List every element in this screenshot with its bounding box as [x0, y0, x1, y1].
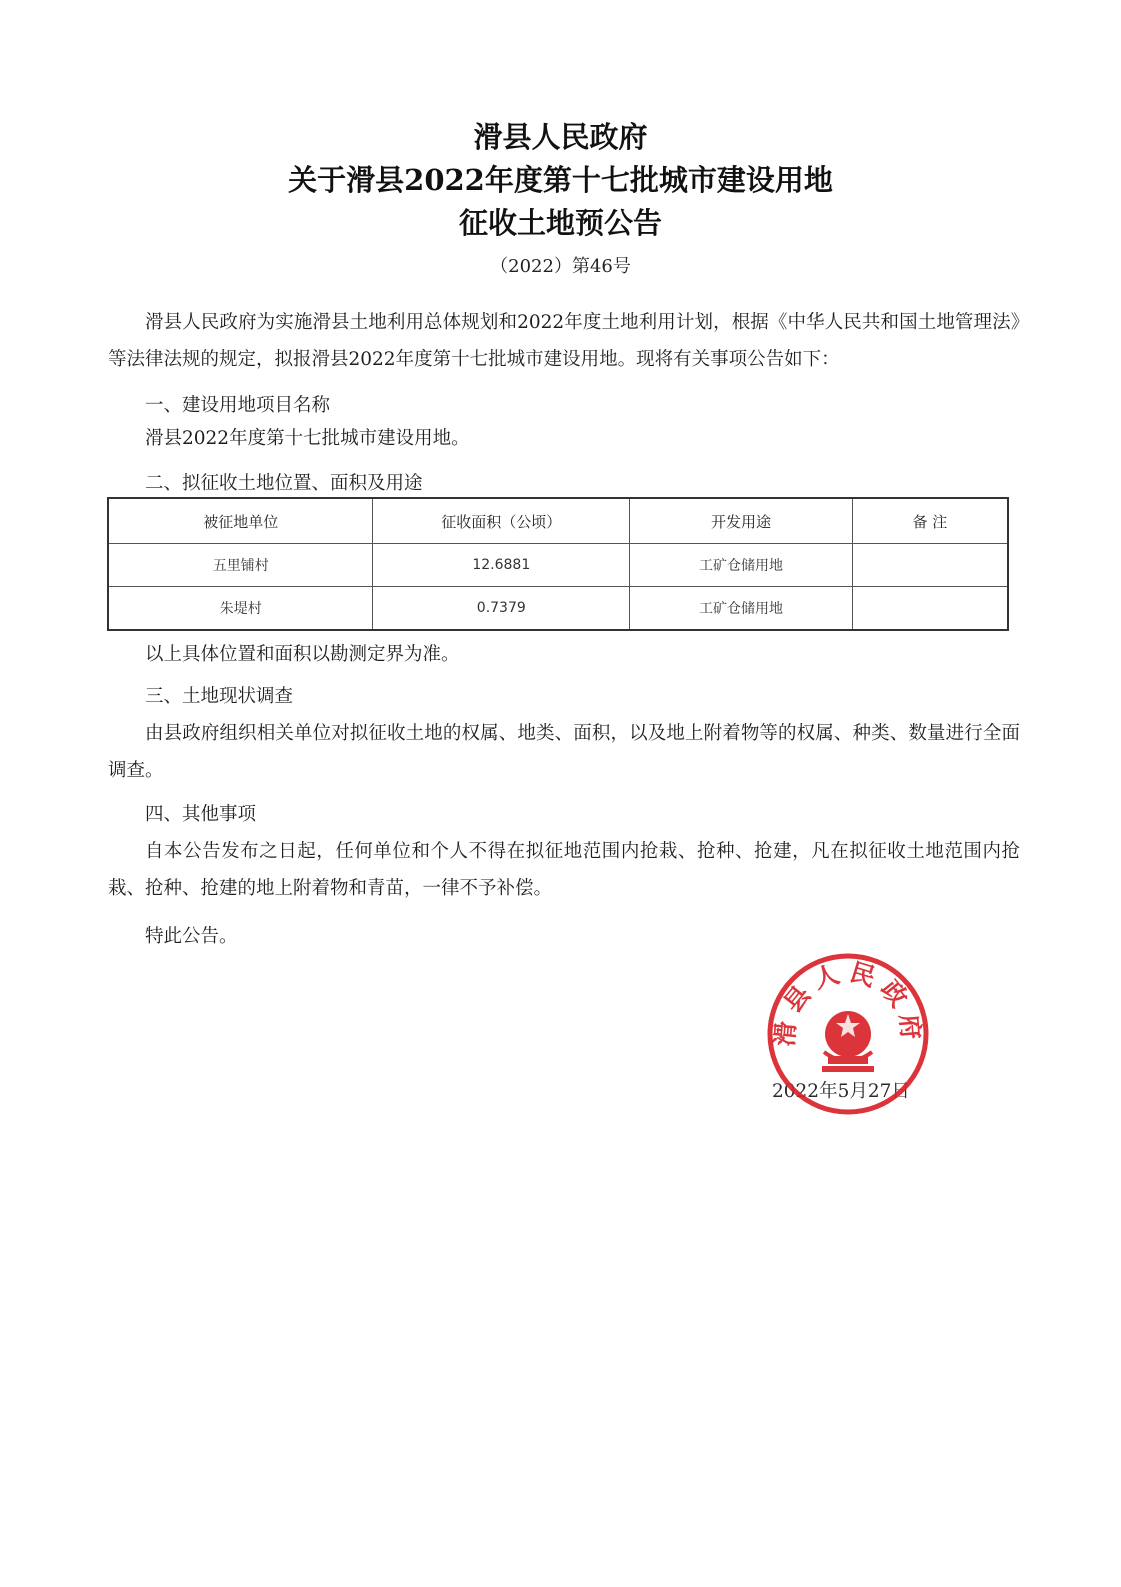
table-header: 征收面积（公顷） — [373, 498, 630, 544]
section2-heading: 二、拟征收土地位置、面积及用途 — [145, 473, 423, 494]
table-row — [108, 587, 1008, 631]
svg-text:滑县人民政府: 滑县人民政府 — [769, 957, 927, 1048]
table-row — [108, 544, 1008, 587]
section4-heading: 四、其他事项 — [145, 804, 257, 825]
table-header: 备 注 — [852, 498, 1008, 544]
document-number: （2022）第46号 — [490, 256, 631, 277]
table-header: 开发用途 — [630, 498, 853, 544]
section1-heading: 一、建设用地项目名称 — [145, 395, 331, 416]
title-type: 征收土地预公告 — [458, 206, 662, 240]
title-subject: 关于滑县2022年度第十七批城市建设用地 — [288, 163, 833, 197]
section4-text: 自本公告发布之日起，任何单位和个人不得在拟征地范围内抢栽、抢种、抢建，凡在拟征收土地范围内抢栽、抢种、抢建的地上附着物和青苗，一律不予补偿。 — [108, 841, 1020, 899]
land-table — [107, 497, 1009, 631]
official-seal-icon — [766, 952, 930, 1116]
table-note: 以上具体位置和面积以勘测定界为准。 — [145, 644, 460, 665]
table-header: 被征地单位 — [108, 498, 373, 544]
table-cell — [852, 587, 1008, 631]
section1-text: 滑县2022年度第十七批城市建设用地。 — [145, 428, 470, 449]
section3-text: 由县政府组织相关单位对拟征收土地的权属、地类、面积，以及地上附着物等的权属、种类、数量进行全面调查。 — [108, 723, 1020, 781]
closing-text: 特此公告。 — [145, 926, 238, 947]
table-cell: 朱堤村 — [108, 587, 373, 631]
intro-paragraph: 滑县人民政府为实施滑县土地利用总体规划和2022年度土地利用计划，根据《中华人民共和国土地管理法》等法律法规的规定，拟报滑县2022年度第十七批城市建设用地。现将有关事项公告如下： — [108, 312, 1020, 370]
table-cell: 工矿仓储用地 — [630, 544, 853, 587]
table-cell: 0.7379 — [373, 587, 630, 631]
table-cell: 工矿仓储用地 — [630, 587, 853, 631]
table-cell: 五里铺村 — [108, 544, 373, 587]
table-cell: 12.6881 — [373, 544, 630, 587]
table-header-row — [108, 498, 1008, 544]
issue-date: 2022年5月27日 — [772, 1081, 910, 1102]
title-issuer: 滑县人民政府 — [473, 120, 648, 154]
section3-heading: 三、土地现状调查 — [145, 686, 294, 707]
table-cell — [852, 544, 1008, 587]
